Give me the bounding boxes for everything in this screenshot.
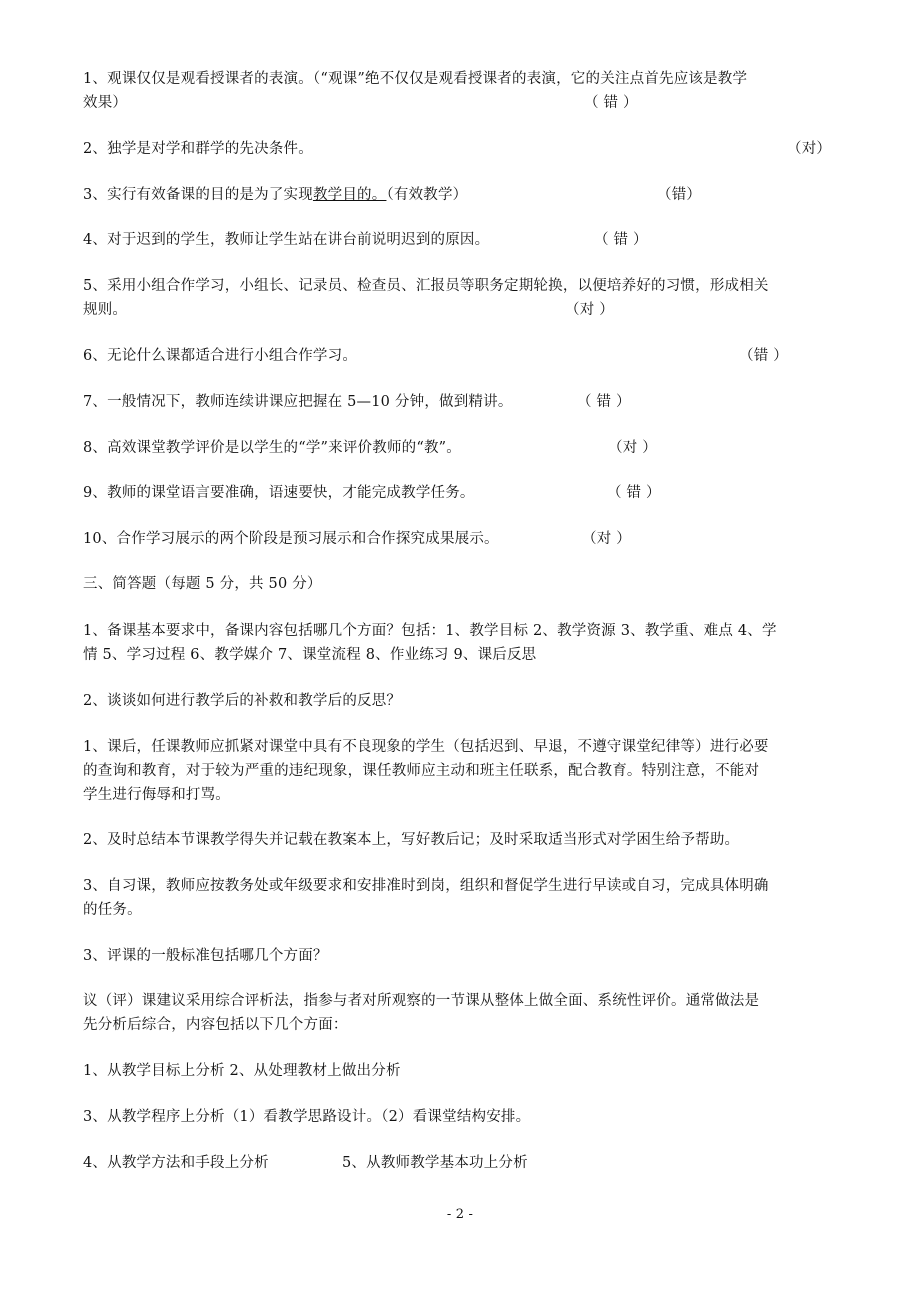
tf-item-5-line-b: 规则。 [83,302,128,318]
tf-item-10-answer: （对 ） [582,531,631,547]
tf-item-7-answer: （ 错 ） [577,394,631,410]
tf-item-5-answer: （对 ） [565,302,614,318]
tf-item-2: 2、独学是对学和群学的先决条件。 [83,141,313,157]
tf-item-3 [83,184,843,207]
tf-item-3-answer: （错） [657,187,702,203]
tf-item-6-answer: （错 ） [739,348,788,364]
q3-item-3: 3、从教学程序上分析（1）看教学思路设计。（2）看课堂结构安排。 [83,1109,531,1125]
tf-item-9-answer: （ 错 ） [607,485,661,501]
tf-item-8: 8、高效课堂教学评价是以学生的“学”来评价教师的“教”。 [83,440,461,456]
q1-line-b: 情 5、学习过程 6、教学媒介 7、课堂流程 8、作业练习 9、课后反思 [83,647,537,663]
tf-item-7: 7、一般情况下，教师连续讲课应把握在 5—10 分钟，做到精讲。 [83,394,513,410]
tf-item-10: 10、合作学习展示的两个阶段是预习展示和合作探究成果展示。 [83,531,499,547]
q2-answer-3-line-a: 3、自习课，教师应按教务处或年级要求和安排准时到岗，组织和督促学生进行早读或自习，完成具体明确 [83,878,769,894]
q2-answer-2: 2、及时总结本节课教学得失并记载在教案本上，写好教后记；及时采取适当形式对学困生给予帮助。 [83,832,740,848]
q3-question: 3、评课的一般标准包括哪几个方面？ [83,948,328,964]
tf-item-8-answer: （对 ） [608,440,657,456]
tf-item-9: 9、教师的课堂语言要准确，语速要快，才能完成教学任务。 [83,485,475,501]
tf-item-3-text: 3、实行有效备课的目的是为了实现 [83,187,313,203]
page-number: - 2 - [446,1207,474,1222]
q2-answer-1-line-a: 1、课后，任课教师应抓紧对课堂中具有不良现象的学生（包括迟到、早退，不遵守课堂纪律等）进行必要 [83,739,769,755]
tf-item-2-answer: （对） [787,141,832,157]
q3-intro-line-b: 先分析后综合，内容包括以下几个方面： [83,1017,348,1033]
tf-item-3-underlined: 教学目的。 [312,187,387,203]
tf-item-4-answer: （ 错 ） [594,232,648,248]
q3-item-1-2: 1、从教学目标上分析 2、从处理教材上做出分析 [83,1063,401,1079]
tf-item-1-answer: （ 错 ） [584,95,638,111]
q2-answer-3-line-b: 的任务。 [83,902,142,918]
tf-item-5-line-a: 5、采用小组合作学习，小组长、记录员、检查员、汇报员等职务定期轮换，以便培养好的习惯，形成相关 [83,278,769,294]
tf-item-1-line-a: 1、观课仅仅是观看授课者的表演。（“观课”绝不仅仅是观看授课者的表演，它的关注点首先应该是教学 [83,71,748,87]
q3-item-5: 5、从教师教学基本功上分析 [342,1155,528,1171]
q3-item-4: 4、从教学方法和手段上分析 [83,1155,269,1171]
tf-item-6: 6、无论什么课都适合进行小组合作学习。 [83,348,358,364]
section-3-heading: 三、简答题（每题 5 分，共 50 分） [83,576,322,592]
tf-item-4: 4、对于迟到的学生，教师让学生站在讲台前说明迟到的原因。 [83,232,490,248]
q2-answer-1-line-c: 学生进行侮辱和打骂。 [83,787,230,803]
q2-question: 2、谈谈如何进行教学后的补救和教学后的反思？ [83,693,402,709]
q2-answer-1-line-b: 的查询和教育，对于较为严重的违纪现象，课任教师应主动和班主任联系，配合教育。特别注意，不能对 [83,763,760,779]
q3-intro-line-a: 议（评）课建议采用综合评析法，指参与者对所观察的一节课从整体上做全面、系统性评价。通常做法是 [83,993,760,1009]
tf-item-3-note: （有效教学） [386,187,468,203]
q1-line-a: 1、备课基本要求中，备课内容包括哪几个方面？包括：1、教学目标 2、教学资源 3、教学重、难点 4、学 [83,623,777,639]
tf-item-1-line-b: 效果） [83,95,128,111]
